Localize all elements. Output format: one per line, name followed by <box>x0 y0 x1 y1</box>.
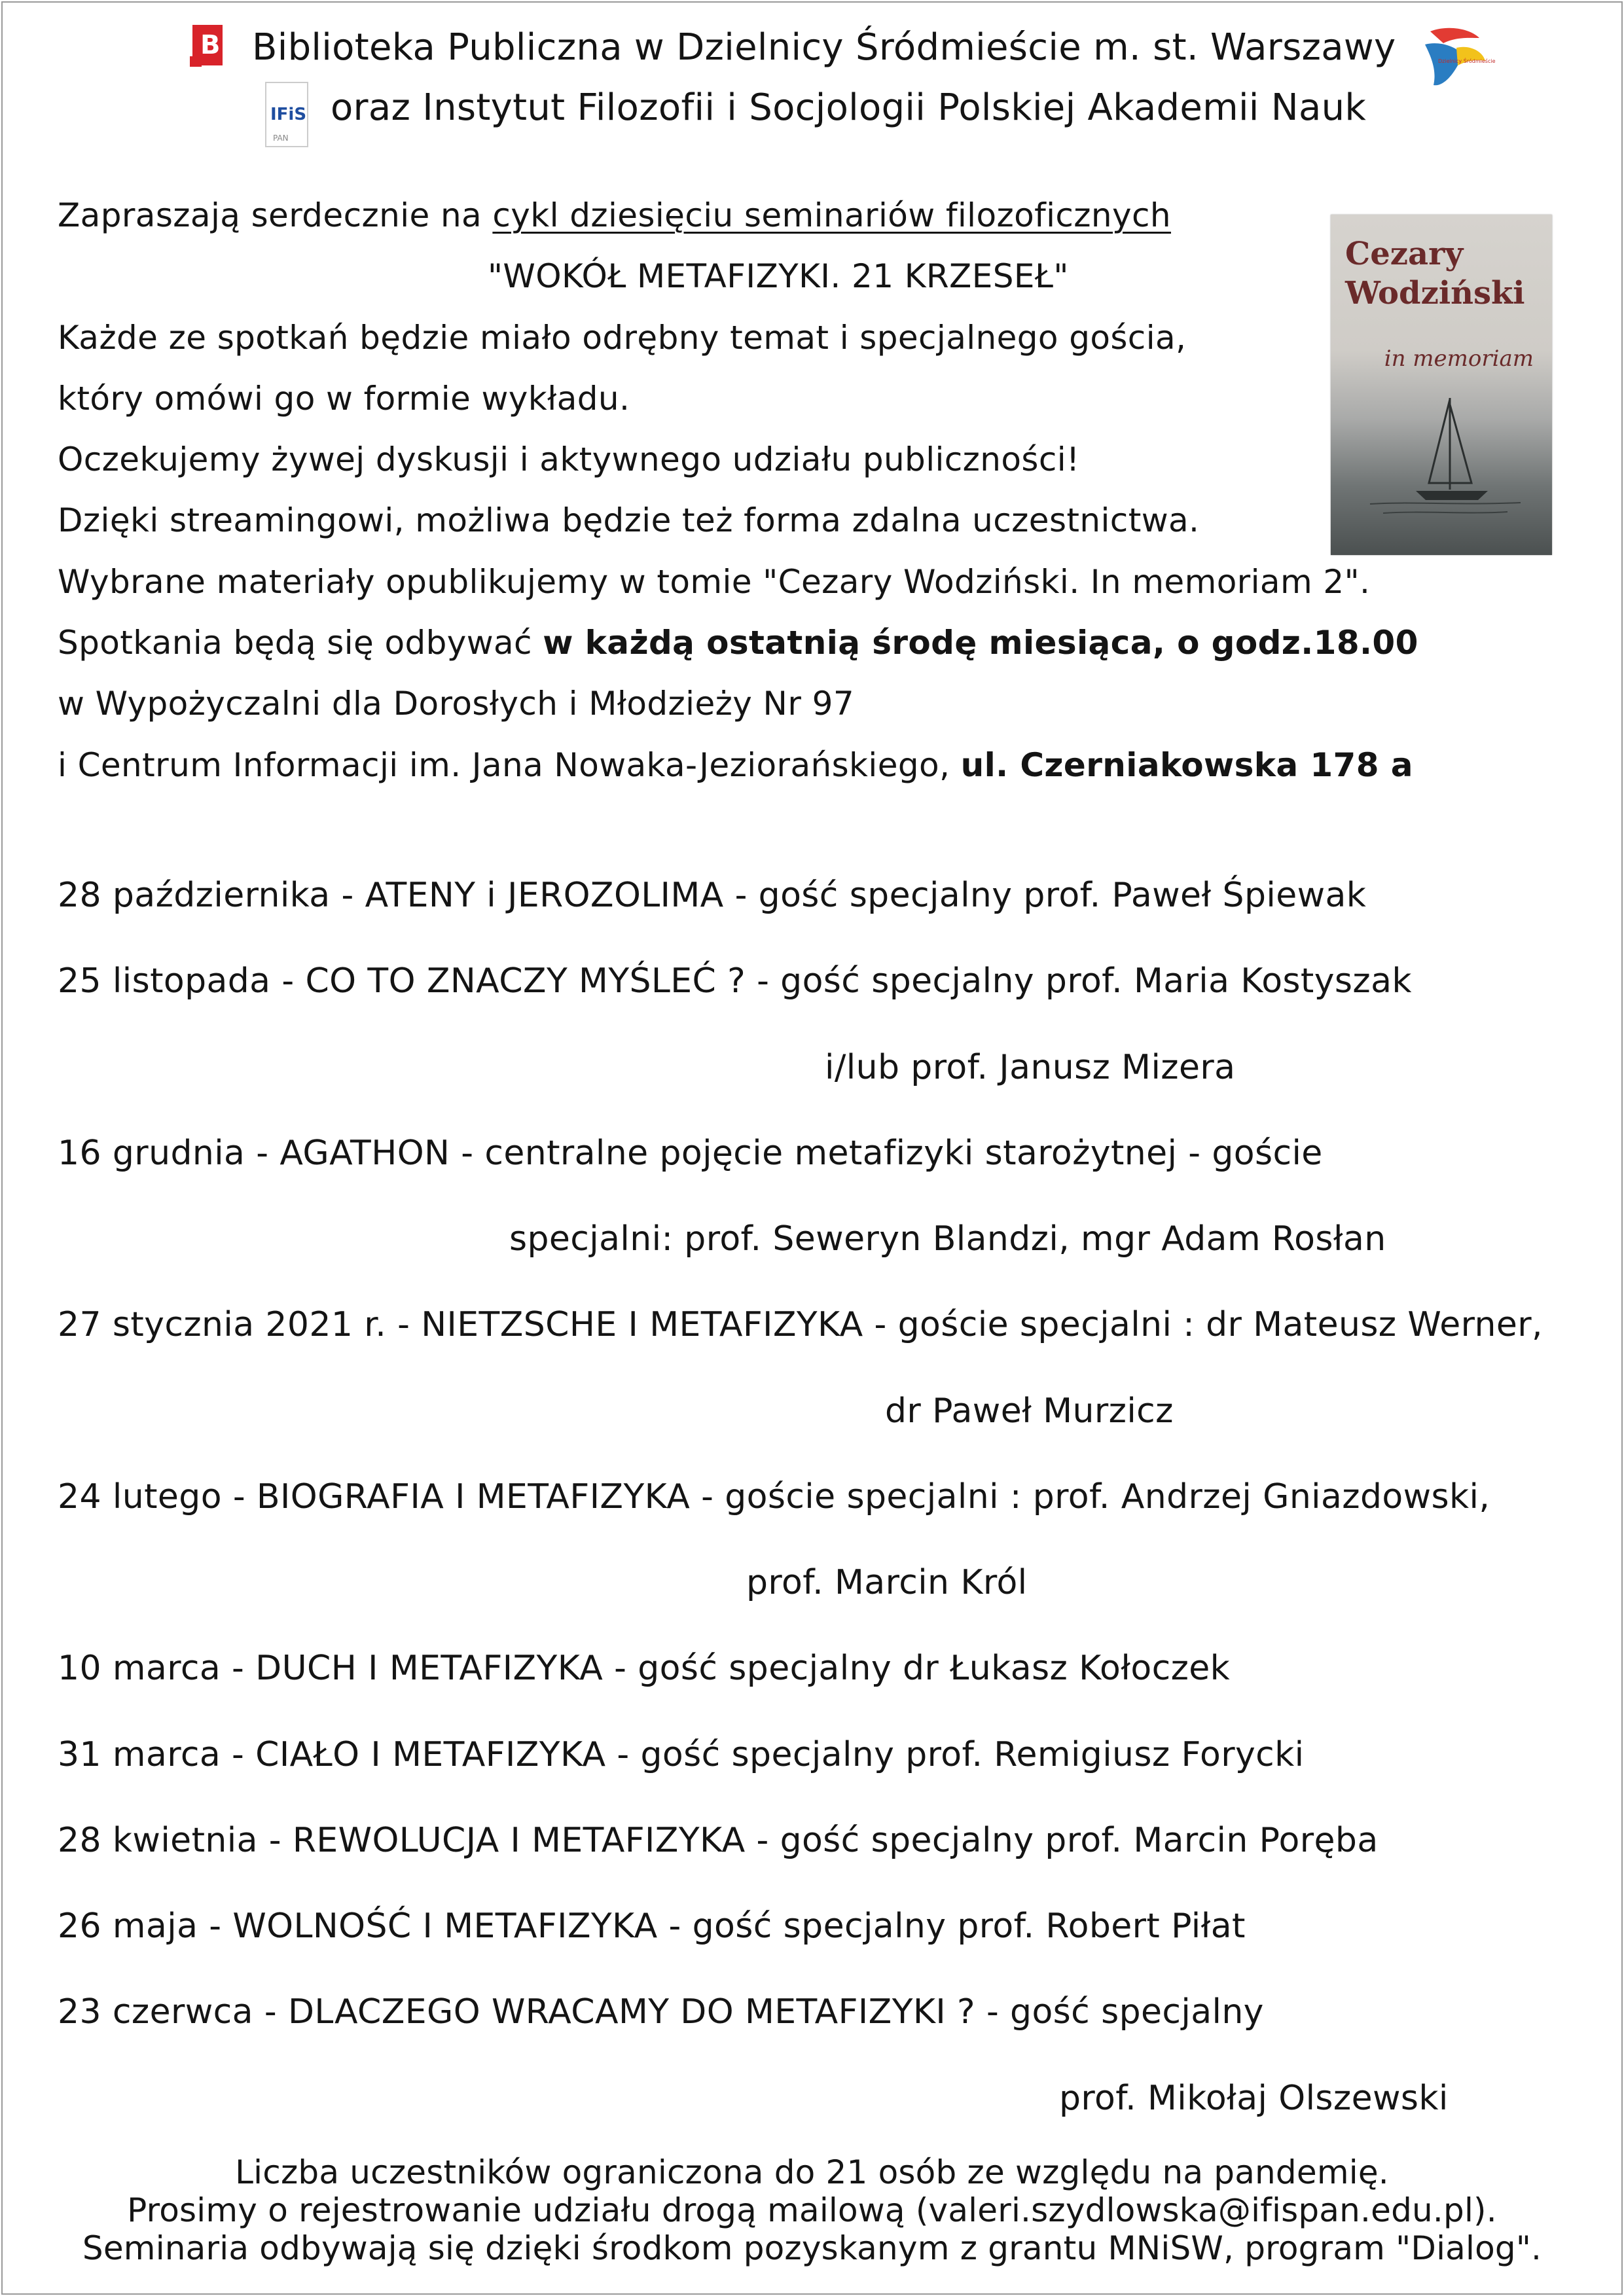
header-line-1: Biblioteka Publiczna w Dzielnicy Śródmieście m. st. Warszawy <box>252 26 1396 69</box>
intro-line-10 <box>58 746 1413 784</box>
intro-line-7: Wybrane materiały opublikujemy w tomie "Cezary Wodziński. In memoriam 2". <box>58 563 1371 601</box>
footer-line-2: Prosimy o rejestrowanie udziału drogą mailową (valeri.szydlowska@ifispan.edu.pl). <box>127 2191 1497 2229</box>
meeting-address: ul. Czerniakowska 178 a <box>960 746 1413 784</box>
schedule-item: 26 maja - WOLNOŚĆ I METAFIZYKA - gość specjalny prof. Robert Piłat <box>58 1907 1246 1946</box>
schedule-item: 25 listopada - CO TO ZNACZY MYŚLEĆ ? - gość specjalny prof. Maria Kostyszak <box>58 961 1412 1001</box>
schedule-item-continuation: i/lub prof. Janusz Mizera <box>825 1048 1236 1087</box>
srodmiescie-logo-icon <box>1417 25 1496 90</box>
seminar-cycle-label: cykl dziesięciu seminariów filozoficznych <box>492 196 1171 234</box>
book-author: Cezary Wodziński <box>1345 236 1525 312</box>
footer-line-3: Seminaria odbywają się dzięki środkom pozyskanym z grantu MNiSW, program "Dialog". <box>82 2229 1542 2267</box>
intro-line-3: Każde ze spotkań będzie miało odrębny temat i specjalnego gościa, <box>58 319 1187 357</box>
srodmiescie-logo-text: Dzielnicy Śródmieście <box>1438 58 1496 64</box>
intro-line-10-prefix: i Centrum Informacji im. Jana Nowaka-Jeziorańskiego, <box>58 746 961 784</box>
intro-line-1-prefix: Zapraszają serdecznie na <box>58 196 493 234</box>
sailboat-icon <box>1331 391 1552 555</box>
book-subtitle: in memoriam <box>1384 346 1534 372</box>
schedule-item-continuation: prof. Marcin Król <box>746 1563 1028 1602</box>
intro-line-8-prefix: Spotkania będą się odbywać <box>58 624 543 662</box>
schedule-item-continuation: dr Paweł Murzicz <box>885 1391 1174 1431</box>
schedule-item: 23 czerwca - DLACZEGO WRACAMY DO METAFIZYKI ? - gość specjalny <box>58 1992 1264 2032</box>
library-logo-icon <box>190 24 226 68</box>
schedule-item-continuation: prof. Mikołaj Olszewski <box>1059 2079 1449 2118</box>
schedule-item-continuation: specjalni: prof. Seweryn Blandzi, mgr Adam Rosłan <box>509 1219 1386 1259</box>
schedule-item: 24 lutego - BIOGRAFIA I METAFIZYKA - goście specjalni : prof. Andrzej Gniazdowski, <box>58 1477 1490 1516</box>
header-line-2: oraz Instytut Filozofii i Socjologii Polskiej Akademii Nauk <box>331 86 1367 129</box>
intro-line-1 <box>58 196 1171 234</box>
schedule-item: 16 grudnia - AGATHON - centralne pojęcie metafizyki starożytnej - goście <box>58 1134 1323 1173</box>
footer-line-1: Liczba uczestników ograniczona do 21 osób ze względu na pandemię. <box>235 2153 1389 2191</box>
ifis-logo-sub: PAN <box>273 134 289 143</box>
schedule-item: 28 października - ATENY i JEROZOLIMA - gość specjalny prof. Paweł Śpiewak <box>58 876 1367 915</box>
schedule-item: 28 kwietnia - REWOLUCJA I METAFIZYKA - gość specjalny prof. Marcin Poręba <box>58 1821 1379 1860</box>
intro-line-9: w Wypożyczalni dla Dorosłych i Młodzieży Nr 97 <box>58 685 855 723</box>
intro-line-6: Dzięki streamingowi, możliwa będzie też forma zdalna uczestnictwa. <box>58 501 1200 539</box>
book-cover-image <box>1331 215 1552 555</box>
intro-line-4: który omówi go w formie wykładu. <box>58 380 630 418</box>
ifis-logo-letters: IFiS <box>270 105 307 124</box>
library-logo-letter: B <box>200 30 221 60</box>
ifis-pan-logo-icon <box>265 82 308 147</box>
intro-line-5: Oczekujemy żywej dyskusji i aktywnego udziału publiczności! <box>58 440 1080 478</box>
schedule-item: 27 stycznia 2021 r. - NIETZSCHE I METAFIZYKA - goście specjalni : dr Mateusz Werner, <box>58 1305 1543 1344</box>
intro-line-8 <box>58 624 1418 662</box>
meeting-time: w każdą ostatnią środę miesiąca, o godz.18.00 <box>543 624 1418 662</box>
cycle-title: "WOKÓŁ METAFIZYKI. 21 KRZESEŁ" <box>488 257 1069 295</box>
schedule-item: 31 marca - CIAŁO I METAFIZYKA - gość specjalny prof. Remigiusz Forycki <box>58 1735 1305 1774</box>
schedule-item: 10 marca - DUCH I METAFIZYKA - gość specjalny dr Łukasz Kołoczek <box>58 1649 1231 1688</box>
